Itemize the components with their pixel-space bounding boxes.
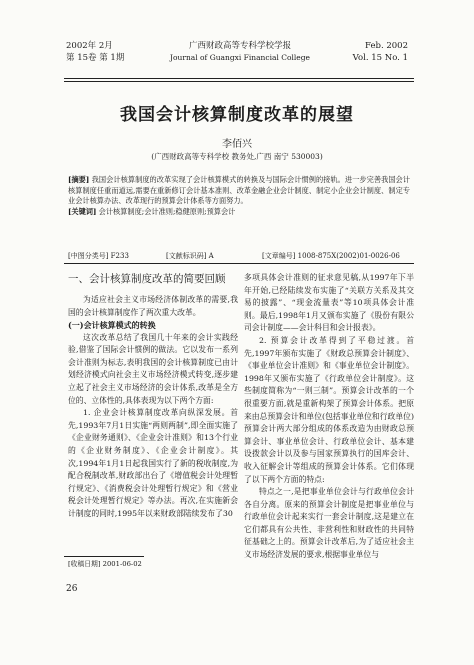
keywords-label: [关键词] [68, 206, 97, 216]
paragraph: 1. 企业会计核算制度改革向纵深发展。首先,1993年7月1日实施“两则两制”,即全面实施了《企业财务通则》、《企业会计准则》和13个行业的《企业财务制度》、《企业会计制度》。其次,1994年1月1日起我国实行了新的税收制度,为配合税制改革,财政部出台了《增值税会计处理暂行规定》、《消费税会计处理暂行规定》和《营业税会计处理暂行规定》等办法。再次,在实施新会计制度的同时,1995年以来财政部陆续发布了30 [68, 408, 238, 518]
article-author: 李佰兴 [222, 139, 252, 150]
header-volume-en: Vol. 15 No. 1 [352, 53, 408, 63]
header-journal-name [160, 40, 320, 64]
keywords [68, 207, 410, 218]
paragraph: 为适应社会主义市场经济体制改革的需要,我国的会计核算制度作了两次重大改革。 [68, 295, 238, 317]
document-code: [文献标识码] A [166, 252, 214, 260]
paragraph: 2. 预算会计改革得到了平稳过渡。首先,1997年颁布实施了《财政总预算会计制度》、《事业单位会计准则》和《事业单位会计制度》。1998年又颁布实施了《行政单位会计制度》。这些制度简称为“一则三制”。预算会计改革的一个很重要方面,就是重新构架了预算会计体系。把原来由总预算会计和单位(包括事业单位和行政单位)预算会计两大部分组成的体系改造为由财政总预算会计、事业单位会计、行政单位会计、基本建设拨款会计以及参与国家预算执行的国库会计、收入征解会计等组成的预算会计体系。它们体现了以下两个方面的特点: [244, 335, 414, 484]
journal-name-cn: 广西财政高等专科学校学报 [188, 41, 291, 51]
abstract-rule [64, 263, 414, 264]
article-title: 我国会计核算制度改革的展望 [120, 105, 354, 125]
keywords-text: 会计核算制度;会计准则;稳健原则;预算会计 [98, 206, 236, 216]
abstract [68, 175, 410, 207]
page-number: 26 [66, 584, 78, 594]
header-date-en: Feb. 2002 [365, 41, 408, 51]
abstract-block [68, 175, 410, 217]
article-number: [文章编号] 1008-875X(2002)01-0026-06 [262, 252, 400, 260]
paragraph: 这次改革总结了我国几十年来的会计实践经验,借鉴了国际会计惯例的做法。它以发布一系列会计准则为标志,表明我国的会计核算制度已由计划经济模式向社会主义市场经济模式转变,逐步建立起了社会主义市场经济的会计体系,改革是全方位的、立体性的,具体表现为以下两个方面: [68, 332, 238, 405]
abstract-label: [摘要] [68, 175, 90, 184]
abstract-text: 我国会计核算制度的改革实现了会计核算模式的转换及与国际会计惯例的接轨。进一步完善我国会计核算制度任重而道远,需要在重新修订会计基本准则、改革金融企业会计制度、制定小企业会计制度、制定专业会计核算办法、改革现行的预算会计体系等方面努力。 [68, 175, 410, 205]
header-date-volume [66, 40, 124, 64]
clc-number: [中图分类号] F233 [68, 252, 129, 260]
header-rule-thin [64, 81, 414, 82]
left-column [68, 272, 238, 521]
header-volume-cn: 第 15卷 第 1期 [66, 53, 125, 63]
received-date-footnote: [收稿日期] 2001-06-02 [68, 560, 142, 568]
paragraph: 多项具体会计准则的征求意见稿,从1997年下半年开始,已经陆续发布实施了“关联方关系及其交易的披露”、“现金流量表”等10项具体会计准则。最后,1998年1月又颁布实施了《股份有限公司会计制度——会计科目和会计报表》。 [244, 273, 414, 333]
header-date-volume-en [353, 40, 408, 64]
right-column [244, 272, 414, 562]
footnote-rule [64, 556, 144, 557]
section-heading: 一、会计核算制度改革的简要回顾 [68, 273, 226, 285]
subsection-heading: (一)会计核算模式的转换 [68, 320, 156, 331]
journal-name-en: Journal of Guangxi Financial College [170, 53, 310, 62]
paragraph: 特点之一,是把事业单位会计与行政单位会计各自分离。原来的预算会计制度是把事业单位与行政单位会计起来实行一套会计制度,这是建立在它们都具有公共性、非营利性和财政性的共同特征基础之上的。预算会计改革后,为了适应社会主义市场经济发展的要求,根据事业单位与 [244, 487, 414, 560]
header-rule-thick [64, 78, 414, 79]
author-affiliation: (广西财政高等专科学校 教务处,广西 南宁 530003) [151, 152, 323, 161]
running-header [0, 40, 474, 80]
header-date-cn: 2002年 2月 [66, 41, 113, 51]
